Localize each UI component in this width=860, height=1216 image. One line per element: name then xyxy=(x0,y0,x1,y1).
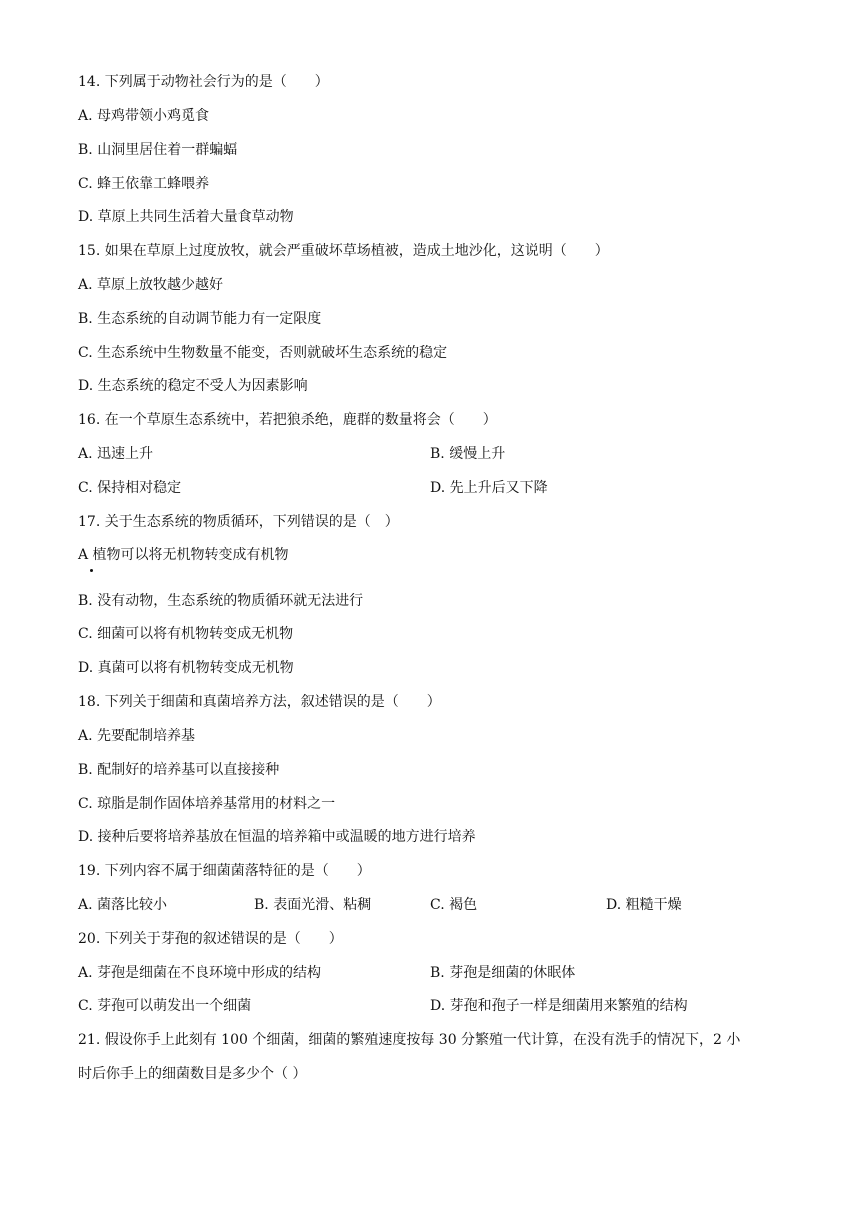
question-18-stem: 18. 下列关于细菌和真菌培养方法，叙述错误的是（ ） xyxy=(78,694,441,710)
question-17-stem: 17. 关于生态系统的物质循环，下列错误的是（ ） xyxy=(78,514,399,530)
question-17-option-a: A 植物可以将无机物转变成有机物 xyxy=(78,547,289,563)
question-14-option-c: C. 蜂王依靠工蜂喂养 xyxy=(78,176,210,192)
question-15-option-a: A. 草原上放牧越少越好 xyxy=(78,277,224,293)
question-14-option-b: B. 山洞里居住着一群蝙蝠 xyxy=(78,142,238,158)
question-18-option-a: A. 先要配制培养基 xyxy=(78,728,196,744)
question-20-option-a: A. 芽孢是细菌在不良环境中形成的结构 xyxy=(78,965,322,981)
question-17-option-d: D. 真菌可以将有机物转变成无机物 xyxy=(78,660,294,676)
question-19-stem: 19. 下列内容不属于细菌菌落特征的是（ ） xyxy=(78,863,371,879)
question-17-option-b: B. 没有动物，生态系统的物质循环就无法进行 xyxy=(78,593,364,609)
question-21-stem-line-1: 21. 假设你手上此刻有 100 个细菌，细菌的繁殖速度按每 30 分繁殖一代计算，在没有洗手的情况下，2 小 xyxy=(78,1032,741,1048)
question-15-option-b: B. 生态系统的自动调节能力有一定限度 xyxy=(78,311,322,327)
question-15-option-c: C. 生态系统中生物数量不能变，否则就破坏生态系统的稳定 xyxy=(78,345,448,361)
question-16-option-c: C. 保持相对稳定 xyxy=(78,480,182,496)
question-20-option-d: D. 芽孢和孢子一样是细菌用来繁殖的结构 xyxy=(430,998,688,1014)
question-16-option-d: D. 先上升后又下降 xyxy=(430,480,548,496)
question-16-option-b: B. 缓慢上升 xyxy=(430,446,506,462)
question-18-option-d: D. 接种后要将培养基放在恒温的培养箱中或温暖的地方进行培养 xyxy=(78,829,476,845)
question-19-option-d: D. 粗糙干燥 xyxy=(606,897,682,913)
question-18-option-c: C. 琼脂是制作固体培养基常用的材料之一 xyxy=(78,796,336,812)
question-16-stem: 16. 在一个草原生态系统中，若把狼杀绝，鹿群的数量将会（ ） xyxy=(78,412,497,428)
question-17-option-c: C. 细菌可以将有机物转变成无机物 xyxy=(78,626,294,642)
question-19-option-a: A. 菌落比较小 xyxy=(78,897,168,913)
question-16-option-a: A. 迅速上升 xyxy=(78,446,154,462)
question-14-option-a: A. 母鸡带领小鸡觅食 xyxy=(78,108,210,124)
question-19-option-c: C. 褐色 xyxy=(430,897,478,913)
question-21-stem-line-2: 时后你手上的细菌数目是多少个（ ） xyxy=(78,1066,307,1082)
emphasis-dot xyxy=(90,569,93,572)
question-15-option-d: D. 生态系统的稳定不受人为因素影响 xyxy=(78,378,308,394)
question-15-stem: 15. 如果在草原上过度放牧，就会严重破坏草场植被，造成土地沙化，这说明（ ） xyxy=(78,243,609,259)
question-19-option-b: B. 表面光滑、粘稠 xyxy=(254,897,372,913)
question-14-option-d: D. 草原上共同生活着大量食草动物 xyxy=(78,209,294,225)
question-20-stem: 20. 下列关于芽孢的叙述错误的是（ ） xyxy=(78,931,343,947)
question-20-option-c: C. 芽孢可以萌发出一个细菌 xyxy=(78,998,252,1014)
question-14-stem: 14. 下列属于动物社会行为的是（ ） xyxy=(78,74,329,90)
question-18-option-b: B. 配制好的培养基可以直接接种 xyxy=(78,762,280,778)
question-20-option-b: B. 芽孢是细菌的休眠体 xyxy=(430,965,576,981)
